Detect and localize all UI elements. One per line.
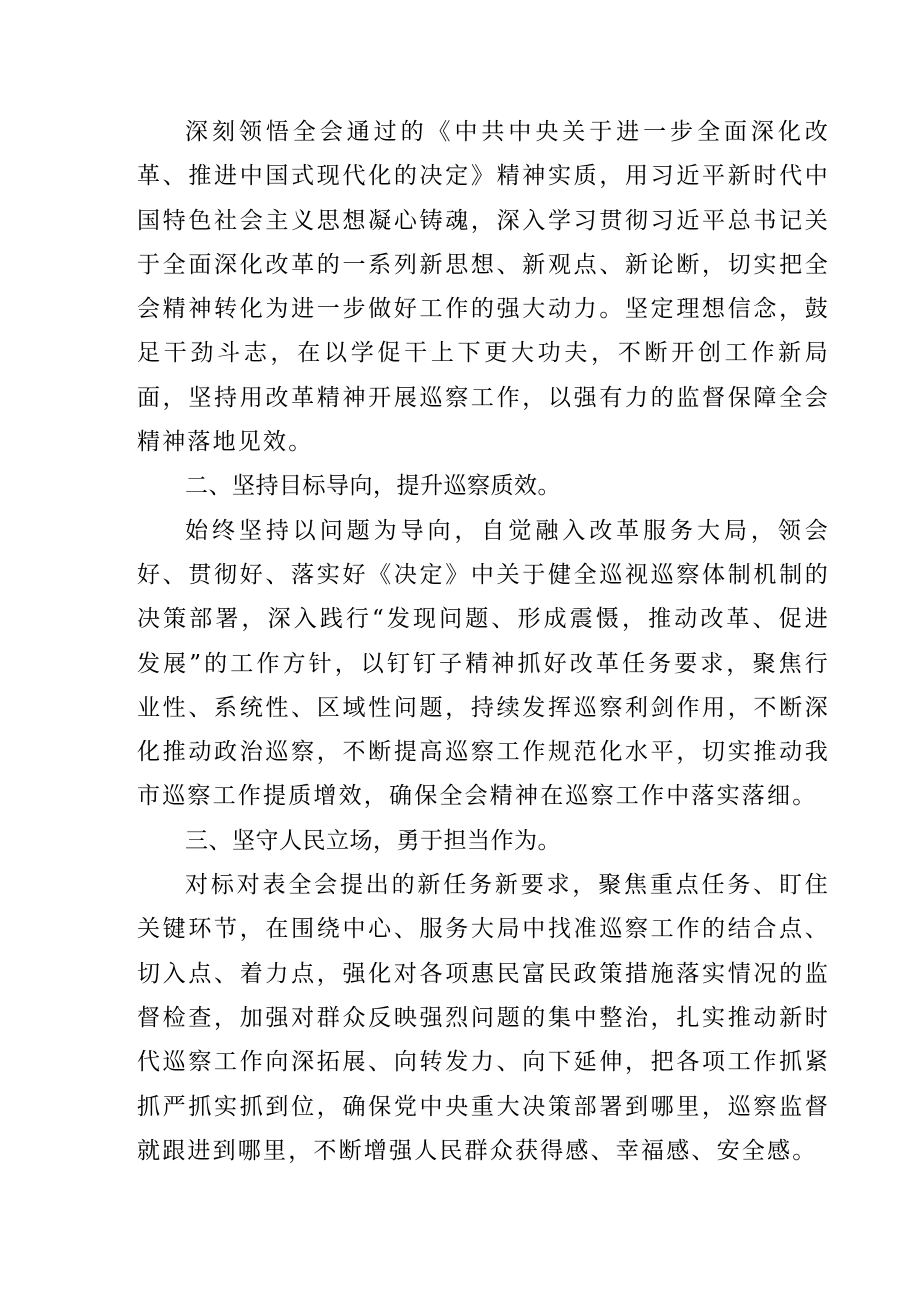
body-paragraph-1: 深刻领悟全会通过的《中共中央关于进一步全面深化改革、推进中国式现代化的决定》精神实质，用习近平新时代中国特色社会主义思想凝心铸魂，深入学习贯彻习近平总书记关于全面深化改革的一系列新思想、新观点、新论断，切实把全会精神转化为进一步做好工作的强大动力。坚定理想信念，鼓足干劲斗志，在以学促干上下更大功夫，不断开创工作新局面，坚持用改革精神开展巡察工作，以强有力的监督保障全会精神落地见效。 <box>137 119 830 456</box>
body-paragraph-3: 对标对表全会提出的新任务新要求，聚焦重点任务、盯住关键环节，在围绕中心、服务大局中找准巡察工作的结合点、切入点、着力点，强化对各项惠民富民政策措施落实情况的监督检查，加强对群众反映强烈问题的集中整治，扎实推动新时代巡察工作向深拓展、向转发力、向下延伸，把各项工作抓紧抓严抓实抓到位，确保党中央重大决策部署到哪里，巡察监督就跟进到哪里，不断增强人民群众获得感、幸福感、安全感。 <box>137 872 830 1164</box>
section-heading-2: 二、坚持目标导向，提升巡察质效。 <box>185 473 561 500</box>
section-heading-3: 三、坚守人民立场，勇于担当作为。 <box>185 827 561 854</box>
body-paragraph-2: 始终坚持以问题为导向，自觉融入改革服务大局，领会好、贯彻好、落实好《决定》中关于健全巡视巡察体制机制的决策部署，深入践行“发现问题、形成震慑，推动改革、促进发展”的工作方针，以钉钉子精神抓好改革任务要求，聚焦行业性、系统性、区域性问题，持续发挥巡察利剑作用，不断深化推动政治巡察，不断提高巡察工作规范化水平，切实推动我市巡察工作提质增效，确保全会精神在巡察工作中落实落细。 <box>137 517 830 810</box>
